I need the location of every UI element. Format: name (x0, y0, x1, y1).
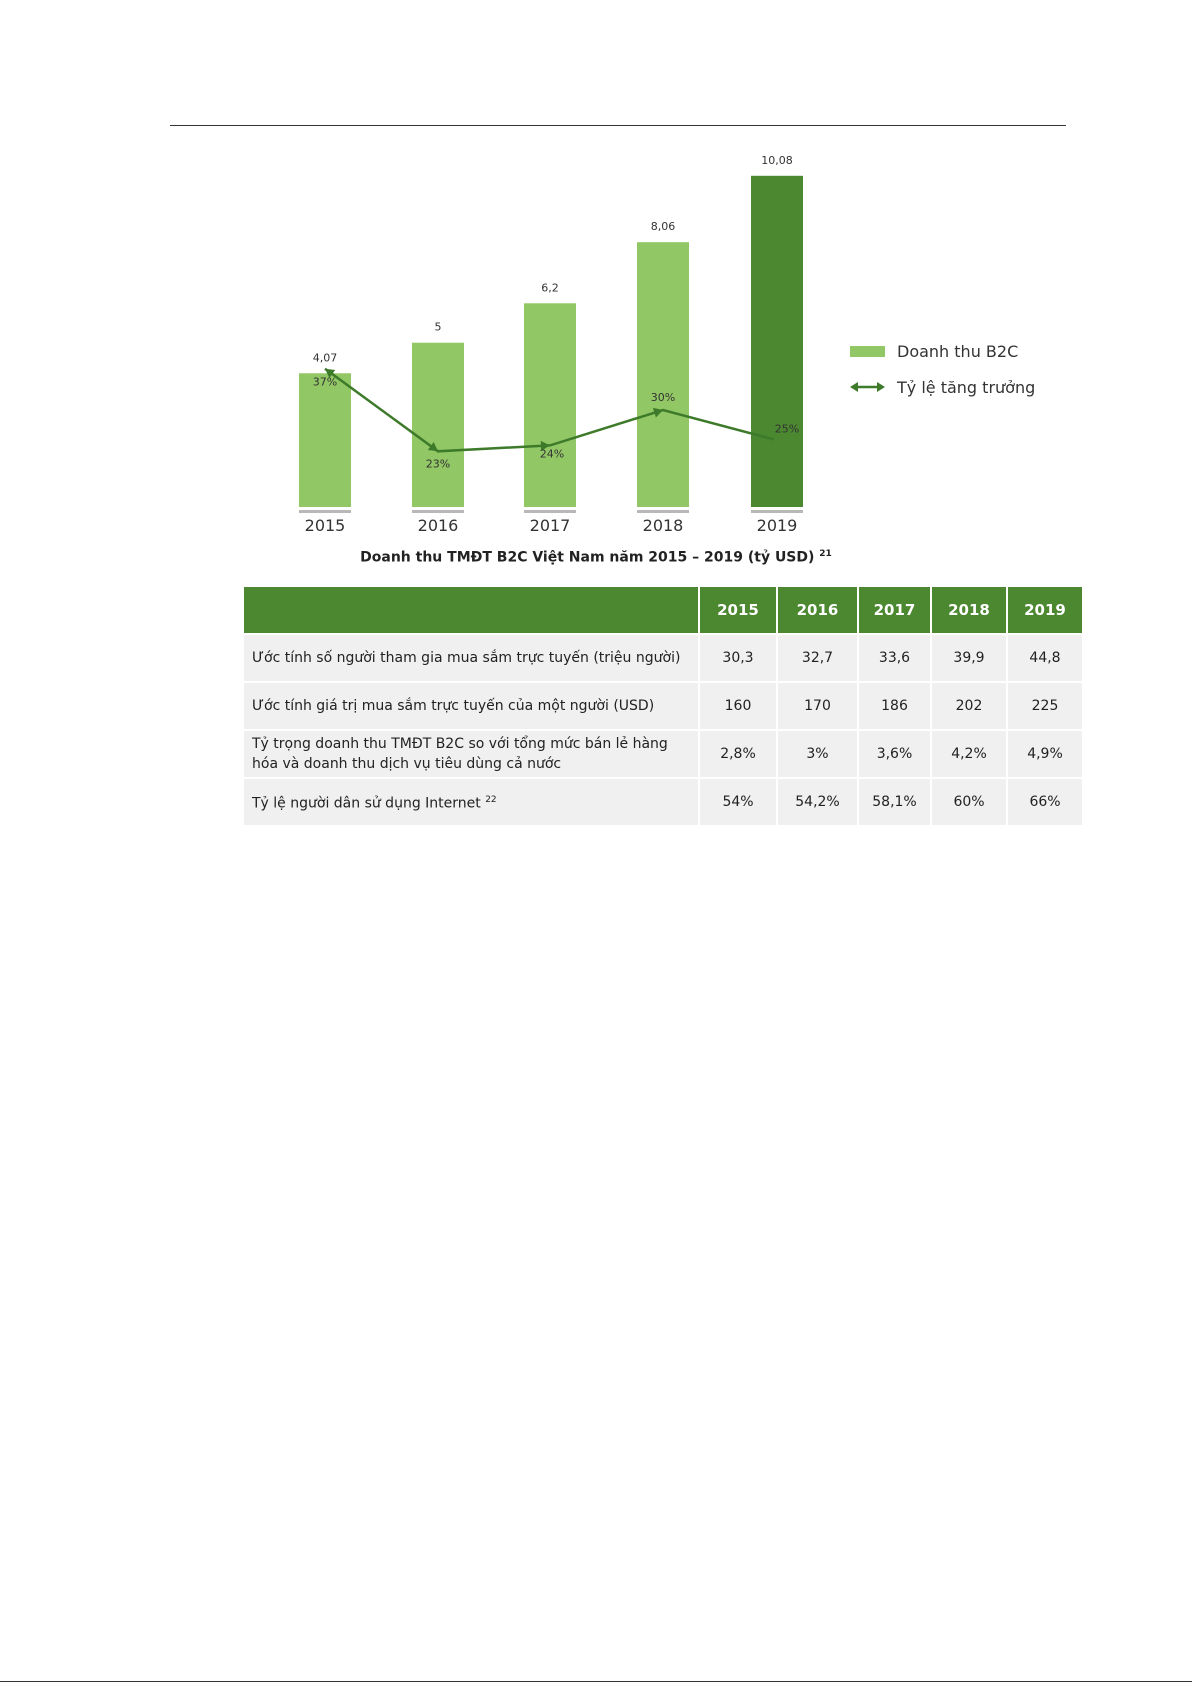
legend-item-revenue (850, 336, 1090, 366)
table-header-cell (244, 587, 699, 634)
legend-label-revenue: Doanh thu B2C (897, 341, 1019, 361)
table-cell: 58,1% (858, 778, 931, 825)
chart-title-footnote: 21 (819, 549, 832, 559)
legend-item-growth (850, 372, 1090, 402)
table-row (244, 778, 1082, 825)
table-header-cell: 2018 (931, 587, 1007, 634)
table-cell: 170 (777, 682, 858, 730)
bar-value-label: 4,07 (312, 351, 338, 365)
growth-value-label: 25% (774, 422, 800, 436)
axis-tick-bar (524, 510, 576, 513)
table-header-cell: 2017 (858, 587, 931, 634)
row-label-text: Ước tính giá trị mua sắm trực tuyến của một người (USD) (252, 698, 655, 714)
table-header-row (244, 587, 1082, 634)
row-label (244, 682, 699, 730)
chart-title: Doanh thu TMĐT B2C Việt Nam năm 2015 – 2019 (tỷ USD) (360, 549, 815, 566)
axis-tick-bar (412, 510, 464, 513)
row-label-text: Tỷ lệ người dân sử dụng Internet (252, 795, 481, 812)
growth-value-label: 37% (312, 375, 338, 389)
bar (751, 176, 803, 507)
table-row (244, 682, 1082, 730)
table-header-cell: 2016 (777, 587, 858, 634)
table-cell: 186 (858, 682, 931, 730)
table-cell: 30,3 (699, 634, 777, 682)
x-tick-label: 2017 (529, 516, 571, 535)
chart-caption (0, 549, 1192, 566)
bar-value-label: 8,06 (650, 220, 676, 234)
double-arrow-icon (850, 381, 885, 393)
legend-label-growth: Tỷ lệ tăng trưởng (897, 377, 1036, 397)
table-cell: 4,9% (1007, 730, 1082, 778)
bar-value-label: 5 (434, 320, 442, 334)
row-label-text: Tỷ trọng doanh thu TMĐT B2C so với tổng mức bán lẻ hàng hóa và doanh thu dịch vụ tiêu dùng cả nước (252, 736, 668, 772)
table-cell: 44,8 (1007, 634, 1082, 682)
row-label (244, 730, 699, 778)
chart-legend (850, 336, 1090, 408)
bar (412, 343, 464, 507)
x-tick-label: 2015 (304, 516, 346, 535)
axis-tick-bar (637, 510, 689, 513)
x-tick-label: 2016 (417, 516, 459, 535)
table-cell: 32,7 (777, 634, 858, 682)
table-cell: 225 (1007, 682, 1082, 730)
table-row (244, 634, 1082, 682)
growth-value-label: 24% (539, 447, 565, 461)
bottom-divider (0, 1681, 1192, 1682)
bar (299, 373, 351, 507)
row-label-footnote: 22 (485, 795, 497, 806)
table-cell: 66% (1007, 778, 1082, 825)
row-label (244, 634, 699, 682)
table-cell: 4,2% (931, 730, 1007, 778)
table-cell: 160 (699, 682, 777, 730)
table-cell: 33,6 (858, 634, 931, 682)
table-cell: 3,6% (858, 730, 931, 778)
row-label-text: Ước tính số người tham gia mua sắm trực tuyến (triệu người) (252, 650, 681, 666)
axis-tick-bar (751, 510, 803, 513)
table-cell: 2,8% (699, 730, 777, 778)
table-cell: 202 (931, 682, 1007, 730)
growth-value-label: 23% (425, 457, 451, 471)
row-label (244, 778, 699, 825)
revenue-growth-chart (0, 0, 1192, 545)
table-cell: 39,9 (931, 634, 1007, 682)
x-tick-label: 2019 (756, 516, 798, 535)
bar-value-label: 6,2 (541, 281, 559, 295)
table-cell: 60% (931, 778, 1007, 825)
table-cell: 3% (777, 730, 858, 778)
bar (524, 303, 576, 507)
axis-tick-bar (299, 510, 351, 513)
table-header-cell: 2015 (699, 587, 777, 634)
ecommerce-stats-table (244, 587, 1082, 825)
bar (637, 242, 689, 507)
table-cell: 54% (699, 778, 777, 825)
legend-swatch-bar (850, 346, 885, 357)
bar-value-label: 10,08 (761, 153, 793, 167)
growth-value-label: 30% (650, 391, 676, 404)
x-tick-label: 2018 (642, 516, 684, 535)
table-cell: 54,2% (777, 778, 858, 825)
table-header-cell: 2019 (1007, 587, 1082, 634)
table-row (244, 730, 1082, 778)
